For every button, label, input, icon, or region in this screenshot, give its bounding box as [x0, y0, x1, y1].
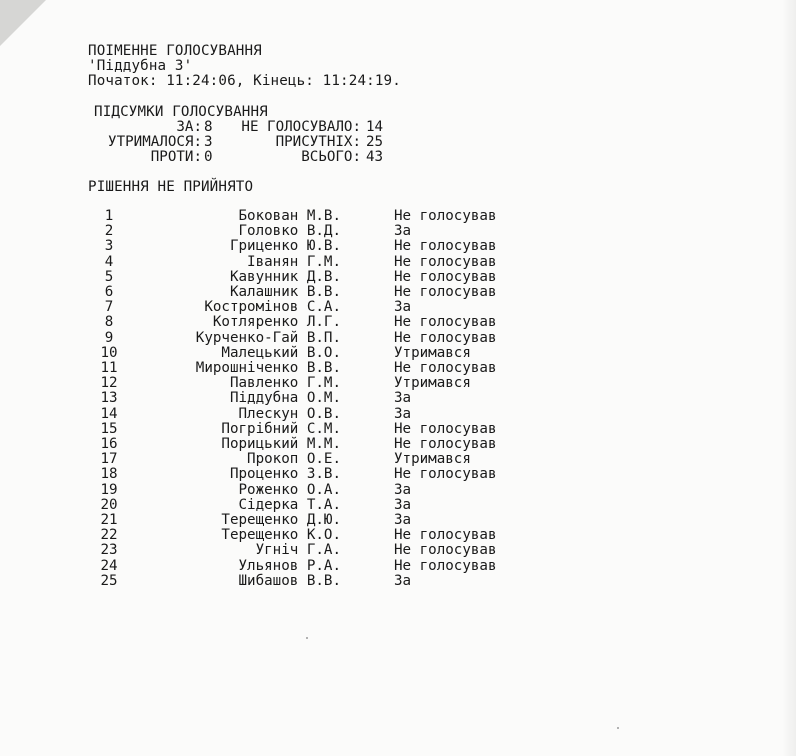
- vote-row-number: 2: [104, 223, 114, 239]
- vote-row-number: 19: [100, 482, 118, 498]
- vote-row-number: 21: [100, 512, 118, 528]
- vote-row-number: 23: [100, 542, 118, 558]
- vote-row-result: За: [394, 390, 412, 406]
- vote-row-number: 22: [100, 527, 118, 543]
- vote-row-number: 4: [104, 254, 114, 270]
- folded-corner: [0, 0, 46, 46]
- vote-row-name: Ульянов Р.А.: [238, 558, 341, 574]
- vote-row-result: За: [394, 497, 412, 513]
- vote-row-name: Головко В.Д.: [238, 223, 341, 239]
- vote-row-name: Кавунник Д.В.: [229, 269, 341, 285]
- vote-row-name: Плескун О.В.: [238, 406, 341, 422]
- vote-row-result: За: [394, 482, 412, 498]
- vote-row-result: Не голосував: [394, 254, 497, 270]
- vote-row-name: Гриценко Ю.В.: [229, 238, 341, 254]
- vote-row-result: Не голосував: [394, 360, 497, 376]
- vote-row-name: Сідерка Т.А.: [238, 497, 341, 513]
- vote-row-number: 12: [100, 375, 118, 391]
- vote-row-name: Порицький М.М.: [221, 436, 341, 452]
- vote-row-name: Терещенко К.О.: [221, 527, 341, 543]
- vote-row-name: Терещенко Д.Ю.: [221, 512, 341, 528]
- ne-golosuvalo-label: НЕ ГОЛОСУВАЛО:: [241, 119, 361, 135]
- vote-row-number: 13: [100, 390, 118, 406]
- vote-row-number: 18: [100, 466, 118, 482]
- vote-row-result: За: [394, 512, 412, 528]
- decision-text: РІШЕННЯ НЕ ПРИЙНЯТО: [88, 179, 254, 195]
- vote-row-name: Мирошніченко В.В.: [195, 360, 341, 376]
- vote-time-range: Початок: 11:24:06, Кінець: 11:24:19.: [88, 73, 401, 89]
- vote-row-result: За: [394, 406, 412, 422]
- vote-row-name: Малецький В.О.: [221, 345, 341, 361]
- vote-row-number: 7: [104, 299, 114, 315]
- proty-value: 0: [204, 149, 213, 165]
- vote-row-number: 11: [100, 360, 118, 376]
- document-title: ПОІМЕННЕ ГОЛОСУВАННЯ: [88, 43, 262, 59]
- vote-row-name: Проценко З.В.: [229, 466, 341, 482]
- vote-row-number: 16: [100, 436, 118, 452]
- vote-row-name: Котляренко Л.Г.: [212, 314, 341, 330]
- vsogo-value: 43: [366, 149, 384, 165]
- vote-row-name: Павленко Г.М.: [229, 375, 341, 391]
- vote-row-number: 15: [100, 421, 118, 437]
- vote-row-number: 25: [100, 573, 118, 589]
- vote-row-result: Утримався: [394, 345, 471, 361]
- vote-row-result: Не голосував: [394, 466, 497, 482]
- vote-subject: 'Піддубна 3': [88, 58, 193, 74]
- dust-speck: [306, 637, 308, 639]
- vote-row-number: 17: [100, 451, 118, 467]
- vote-row-name: Прокоп О.Е.: [247, 451, 341, 467]
- prysutnikh-value: 25: [366, 134, 384, 150]
- vote-row-result: Утримався: [394, 451, 471, 467]
- vote-row-result: Не голосував: [394, 284, 497, 300]
- vote-row-result: За: [394, 223, 412, 239]
- vote-row-result: Не голосував: [394, 421, 497, 437]
- vote-row-result: Не голосував: [394, 527, 497, 543]
- page-edge-shadow: [782, 0, 796, 756]
- za-value: 8: [204, 119, 213, 135]
- vote-row-result: Не голосував: [394, 330, 497, 346]
- vote-row-result: Не голосував: [394, 238, 497, 254]
- prysutnikh-label: ПРИСУТНІХ:: [275, 134, 361, 150]
- vote-row-name: Курченко-Гай В.П.: [195, 330, 341, 346]
- vsogo-label: ВСЬОГО:: [301, 149, 361, 165]
- vote-row-number: 6: [104, 284, 114, 300]
- vote-row-result: Не голосував: [394, 558, 497, 574]
- ne-golosuvalo-value: 14: [366, 119, 384, 135]
- vote-row-number: 3: [104, 238, 114, 254]
- vote-row-result: Не голосував: [394, 436, 497, 452]
- za-label: ЗА:: [176, 119, 202, 135]
- vote-row-result: Не голосував: [394, 208, 497, 224]
- vote-row-number: 5: [104, 269, 114, 285]
- vote-row-name: Погрібний С.М.: [221, 421, 341, 437]
- summary-heading: ПІДСУМКИ ГОЛОСУВАННЯ: [94, 104, 268, 120]
- vote-row-name: Калашник В.В.: [229, 284, 341, 300]
- vote-row-number: 24: [100, 558, 118, 574]
- vote-row-number: 8: [104, 314, 114, 330]
- vote-row-result: Не голосував: [394, 269, 497, 285]
- vote-row-result: Не голосував: [394, 542, 497, 558]
- vote-row-result: Утримався: [394, 375, 471, 391]
- vote-row-number: 9: [104, 330, 114, 346]
- utrymalosia-value: 3: [204, 134, 213, 150]
- vote-row-name: Костромінов С.А.: [204, 299, 341, 315]
- vote-row-name: Піддубна О.М.: [229, 390, 341, 406]
- vote-row-name: Роженко О.А.: [238, 482, 341, 498]
- vote-row-number: 20: [100, 497, 118, 513]
- utrymalosia-label: УТРИМАЛОСЯ:: [108, 134, 202, 150]
- vote-row-number: 1: [104, 208, 114, 224]
- vote-row-number: 14: [100, 406, 118, 422]
- dust-speck: [617, 727, 619, 729]
- vote-row-number: 10: [100, 345, 118, 361]
- vote-row-result: За: [394, 299, 412, 315]
- vote-row-result: Не голосував: [394, 314, 497, 330]
- vote-row-name: Угніч Г.А.: [255, 542, 341, 558]
- vote-row-name: Бокован М.В.: [238, 208, 341, 224]
- proty-label: ПРОТИ:: [150, 149, 202, 165]
- vote-row-name: Шибашов В.В.: [238, 573, 341, 589]
- vote-row-result: За: [394, 573, 412, 589]
- vote-row-name: Іванян Г.М.: [247, 254, 341, 270]
